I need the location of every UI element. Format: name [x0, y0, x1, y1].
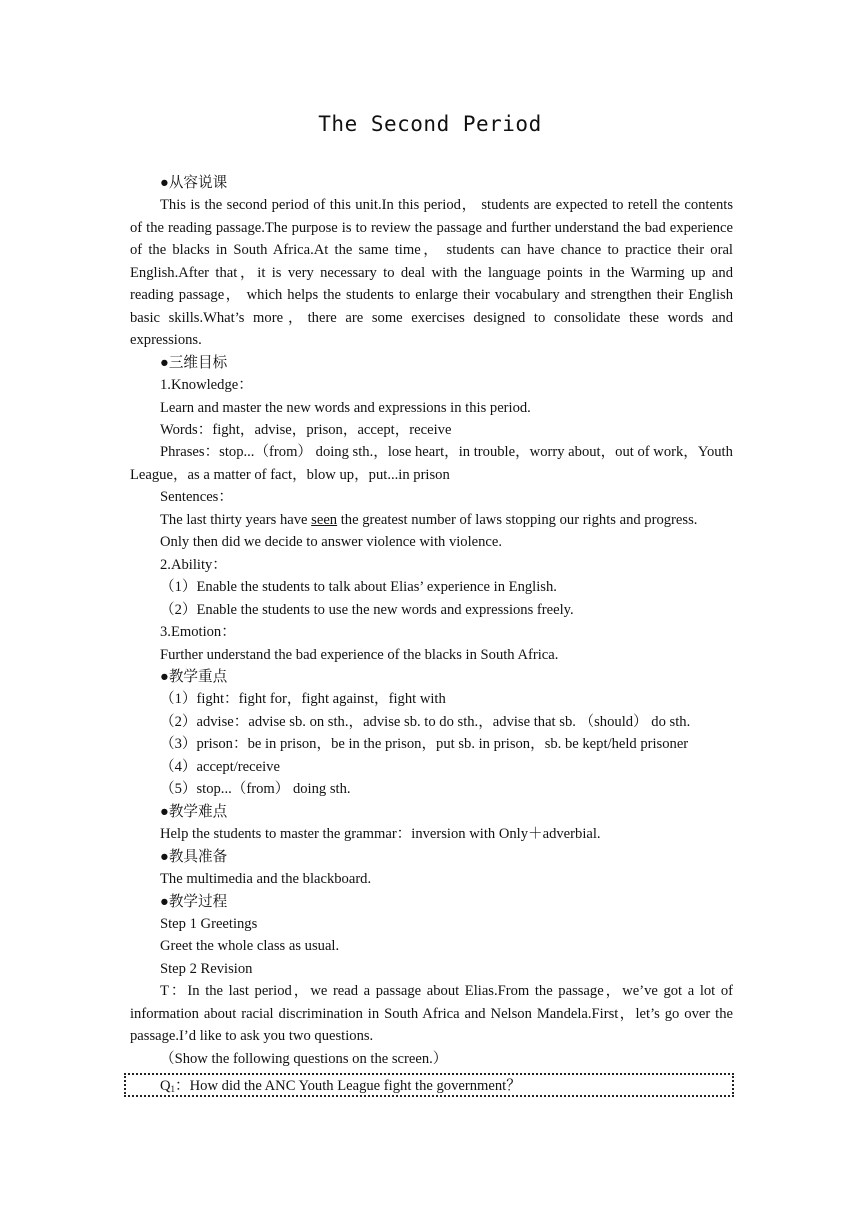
ability-label: 2.Ability： — [160, 556, 227, 573]
question-number: 1 — [170, 1084, 176, 1094]
phrases-line: Phrases：stop...（from） doing sth.，lose heart，in trouble，worry about，out of work，Youth League，as a matter of fact，blow up，put...in prison — [130, 444, 733, 483]
tools-text: The multimedia and the blackboard. — [160, 871, 372, 888]
ability-item-1: （1）Enable the students to talk about Elias’ experience in English. — [160, 579, 557, 596]
step-2-title: Step 2 Revision — [160, 960, 253, 977]
page-title: The Second Period — [318, 112, 542, 136]
knowledge-line: Learn and master the new words and expressions in this period. — [160, 399, 531, 416]
step-1-title: Step 1 Greetings — [160, 915, 258, 932]
ability-item-2: （2）Enable the students to use the new words and expressions freely. — [160, 601, 574, 618]
question-text: ：How did the ANC Youth League fight the government？ — [175, 1078, 521, 1094]
sentence-1 — [130, 509, 733, 531]
sentence-1-pre: The last thirty years have — [160, 511, 312, 528]
emotion-label: 3.Emotion： — [160, 624, 236, 641]
document-body — [130, 172, 733, 1070]
key-point-2: （2）advise：advise sb. on sth.，advise sb. to do sth.，advise that sb. （should） do sth. — [160, 713, 691, 730]
sentence-2: Only then did we decide to answer violence with violence. — [160, 534, 503, 551]
section-heading-intro: ●从容说课 — [160, 175, 228, 191]
intro-paragraph: This is the second period of this unit.In this period， students are expected to retell the contents of the reading passage.The purpose is to review the passage and further understand the bad experience of the blacks in South Africa.At the same time， students can have chance to practice their oral English.After that，it is very necessary to deal with the language points in the Warming up and reading passage， which helps the students to enlarge their vocabulary and strengthen their English basic skills.What’s more，there are some exercises designed to consolidate these words and expressions. — [130, 197, 733, 349]
question-1 — [126, 1075, 732, 1100]
section-heading-key-points: ●教学重点 — [160, 668, 228, 685]
section-heading-goals: ●三维目标 — [160, 354, 228, 371]
section-heading-process: ●教学过程 — [160, 893, 228, 910]
step-1-text: Greet the whole class as usual. — [160, 938, 340, 955]
key-point-1: （1）fight：fight for，fight against，fight with — [160, 691, 446, 708]
show-note: （Show the following questions on the screen.） — [160, 1050, 448, 1067]
key-point-5: （5）stop...（from） doing sth. — [160, 781, 351, 798]
section-heading-tools: ●教具准备 — [160, 848, 228, 865]
sentences-label: Sentences： — [160, 489, 233, 506]
sentence-1-underlined: seen — [311, 511, 338, 528]
words-line: Words：fight，advise，prison，accept，receive — [160, 421, 452, 438]
knowledge-label: 1.Knowledge： — [160, 377, 253, 394]
step-2-text: T：In the last period，we read a passage about Elias.From the passage，we’ve got a lot of information about racial discrimination in South Africa and Nelson Mandela.First，let’s go over the passage.I’d like to ask you two questions. — [130, 983, 733, 1045]
question-letter: Q — [160, 1078, 171, 1094]
difficult-text: Help the students to master the grammar：inversion with Only＋adverbial. — [160, 826, 601, 843]
key-point-4: （4）accept/receive — [160, 758, 280, 775]
emotion-line: Further understand the bad experience of the blacks in South Africa. — [160, 646, 559, 663]
sentence-1-post: the greatest number of laws stopping our rights and progress. — [337, 511, 698, 528]
key-point-3: （3）prison：be in prison，be in the prison，put sb. in prison，sb. be kept/held prisoner — [160, 736, 689, 753]
section-heading-difficult: ●教学难点 — [160, 803, 228, 820]
question-box — [124, 1073, 734, 1097]
